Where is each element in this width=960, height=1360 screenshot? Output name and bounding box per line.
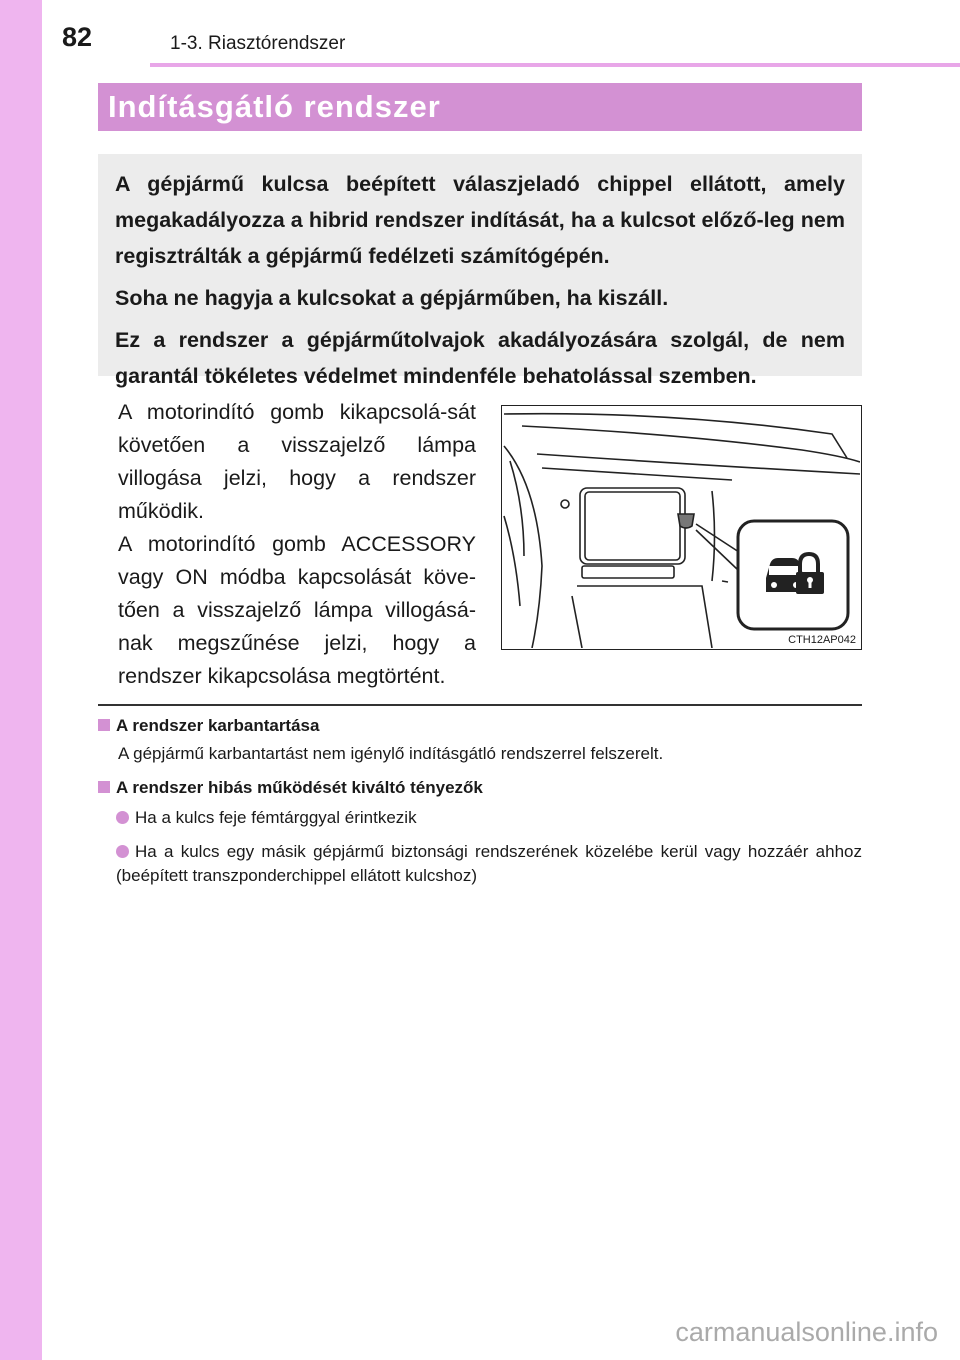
factor-bullet-text: Ha a kulcs feje fémtárggyal érintkezik (135, 808, 417, 827)
intro-paragraph-1: A gépjármű kulcsa beépített válaszjeladó chippel ellátott, amely megakadályozza a hibrid rendszer indítását, ha a kulcsot előző-leg nem regisztrálták a gépjármű fedélzeti számítógépén. (115, 172, 845, 268)
side-color-strip (0, 0, 42, 1360)
factors-heading-text: A rendszer hibás működését kiváltó tényezők (116, 778, 483, 797)
intro-box (98, 154, 862, 388)
factor-bullet-1 (116, 806, 862, 830)
intro-paragraph-2: Soha ne hagyja a kulcsokat a gépjárműben, ha kiszáll. (115, 286, 669, 310)
watermark: carmanualsonline.info (675, 1317, 938, 1347)
section-label: 1-3. Riasztórendszer (170, 33, 346, 54)
factors-heading (98, 778, 483, 798)
figure-code: CTH12AP042 (788, 634, 856, 646)
section-divider (98, 704, 862, 706)
factor-bullet-text: Ha a kulcs egy másik gépjármű biztonsági rendszerének közelébe kerül vagy hozzáér ahhoz (beépített transzponderchippel ellátott kulcshoz) (116, 842, 862, 885)
dashboard-illustration (501, 405, 862, 650)
dashboard-drawing (502, 406, 860, 648)
maintenance-heading-text: A rendszer karbantartása (116, 716, 320, 735)
square-bullet-icon (98, 719, 110, 731)
page-number: 82 (62, 22, 93, 52)
body-paragraph-1: A motorindító gomb kikapcsolá-sát követően a visszajelző lámpa villogása jelzi, hogy a rendszer működik. (118, 400, 476, 523)
maintenance-text: A gépjármű karbantartást nem igénylő indításgátló rendszerrel felszerelt. (118, 744, 664, 763)
page-title: Indításgátló rendszer (98, 83, 862, 131)
header-rule (150, 63, 960, 67)
maintenance-heading (98, 716, 319, 736)
intro-paragraph-3: Ez a rendszer a gépjárműtolvajok akadályozására szolgál, de nem garantál tökéletes védelmet mindenféle behatolással szemben. (115, 328, 845, 388)
circle-bullet-icon (116, 811, 129, 824)
body-paragraph-2: A motorindító gomb ACCESSORY vagy ON módba kapcsolását köve-tően a visszajelző lámpa villogásá-nak megszűnése jelzi, hogy a rendszer kikapcsolása megtörtént. (118, 532, 476, 688)
factor-bullet-2 (116, 840, 862, 888)
square-bullet-icon (98, 781, 110, 793)
circle-bullet-icon (116, 845, 129, 858)
